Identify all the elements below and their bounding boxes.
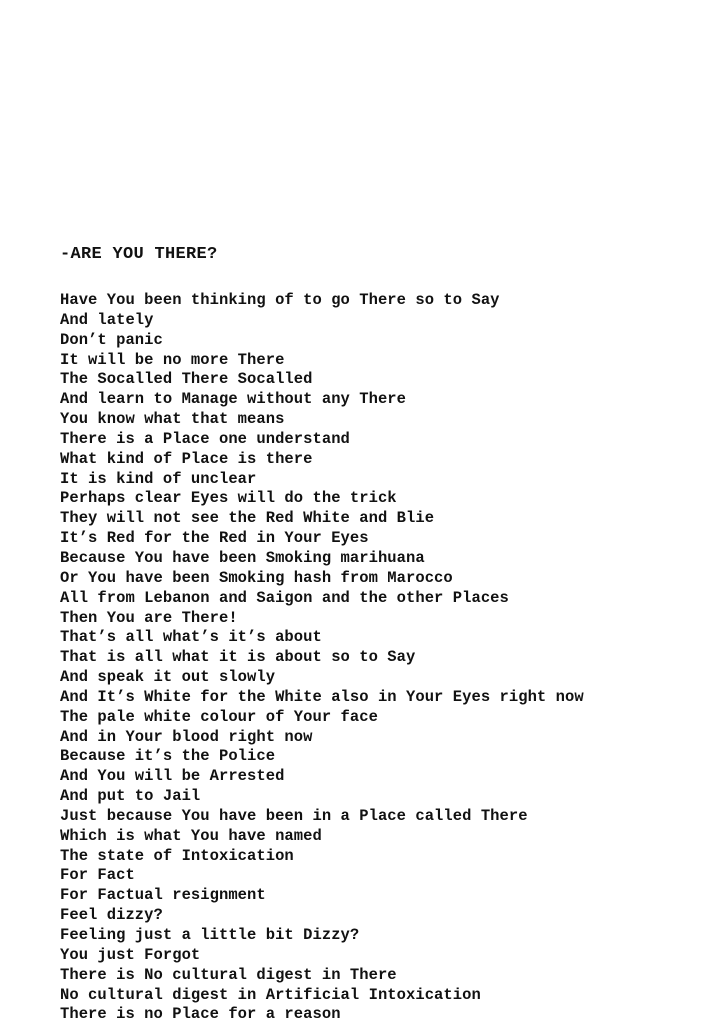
poem-line: The pale white colour of Your face bbox=[60, 707, 378, 726]
poem-line: Which is what You have named bbox=[60, 826, 322, 845]
poem-line: And You will be Arrested bbox=[60, 767, 285, 786]
poem-line: Have You been thinking of to go There so to Say bbox=[60, 291, 500, 309]
poem-line: And learn to Manage without any There bbox=[60, 390, 407, 409]
poem-line: Because You have been Smoking marihuana bbox=[60, 548, 425, 567]
poem-line: That is all what it is about so to Say bbox=[60, 648, 416, 667]
poem-line: There is No cultural digest in There bbox=[60, 965, 397, 984]
poem-line: And It’s White for the White also in Your Eyes right now bbox=[60, 687, 584, 706]
poem-line: The Socalled There Socalled bbox=[60, 370, 313, 389]
poem-line: There is no Place for a reason bbox=[60, 1005, 341, 1024]
poem-line: What kind of Place is there bbox=[60, 449, 313, 468]
poem-line: Feeling just a little bit Dizzy? bbox=[60, 926, 360, 944]
poem-line: They will not see the Red White and Blie bbox=[60, 509, 435, 528]
poem-line: No cultural digest in Artificial Intoxication bbox=[60, 985, 481, 1004]
poem-line: You know what that means bbox=[60, 410, 285, 429]
poem-line: All from Lebanon and Saigon and the other Places bbox=[60, 588, 509, 607]
poem-line: You just Forgot bbox=[60, 945, 201, 964]
poem-line: Feel dizzy? bbox=[60, 906, 163, 925]
poem-line: For Factual resignment bbox=[60, 886, 266, 905]
poem-line: Or You have been Smoking hash from Marocco bbox=[60, 568, 453, 587]
poem-line: It’s Red for the Red in Your Eyes bbox=[60, 529, 369, 548]
poem-line: Perhaps clear Eyes will do the trick bbox=[60, 489, 397, 508]
poem-line: Because it’s the Police bbox=[60, 747, 276, 766]
poem-line: The state of Intoxication bbox=[60, 846, 294, 865]
poem-body bbox=[60, 291, 584, 1025]
poem-line: And put to Jail bbox=[60, 787, 201, 806]
poem-line: And lately bbox=[60, 310, 154, 329]
poem-line: For Fact bbox=[60, 866, 135, 885]
poem-line: It is kind of unclear bbox=[60, 469, 257, 488]
poem-line: And in Your blood right now bbox=[60, 727, 313, 746]
poem-line: That’s all what’s it’s about bbox=[60, 628, 322, 647]
poem-line: It will be no more There bbox=[60, 350, 285, 369]
poem-line: There is a Place one understand bbox=[60, 429, 350, 448]
poem-line: Just because You have been in a Place called There bbox=[60, 806, 528, 825]
poem-title: -ARE YOU THERE? bbox=[60, 245, 218, 264]
poem-line: And speak it out slowly bbox=[60, 668, 276, 687]
poem-line: Then You are There! bbox=[60, 608, 238, 627]
poem-line: Don’t panic bbox=[60, 330, 163, 349]
